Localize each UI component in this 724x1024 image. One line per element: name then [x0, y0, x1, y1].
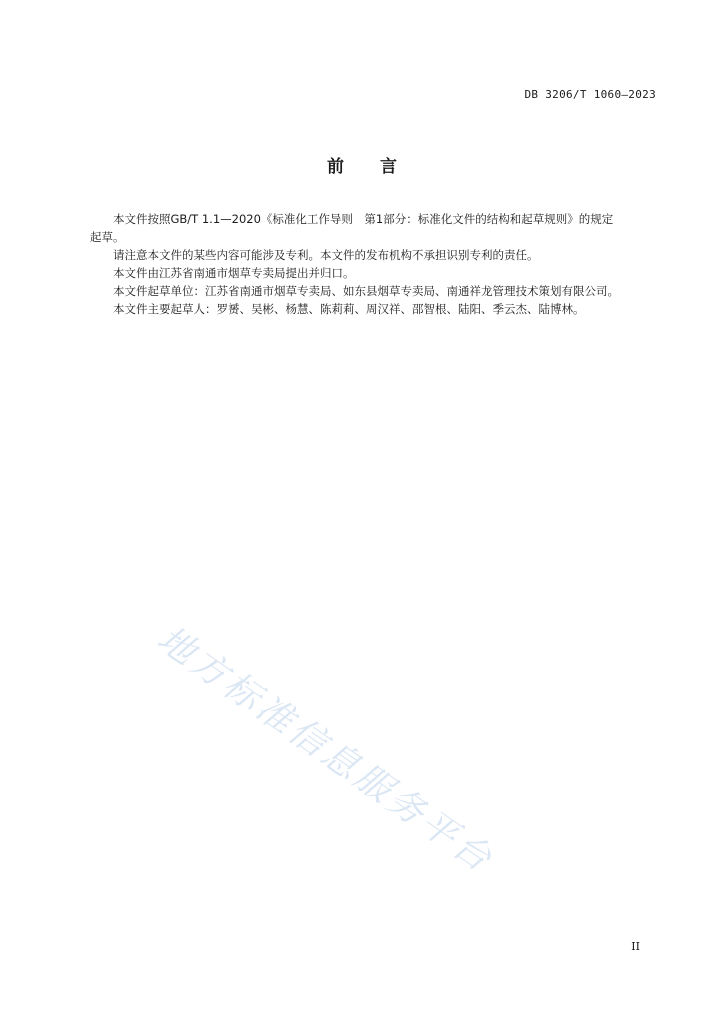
paragraph-patent-notice: 请注意本文件的某些内容可能涉及专利。本文件的发布机构不承担识别专利的责任。 [113, 248, 539, 262]
paragraph-drafters: 本文件主要起草人：罗赟、吴彬、杨慧、陈莉莉、周汉祥、邵智根、陆阳、季云杰、陆博林。 [113, 302, 585, 316]
page-number: II [631, 940, 640, 953]
paragraph-standard-basis: 本文件按照GB/T 1.1—2020《标准化工作导则 第1部分：标准化文件的结构和起草规则》的规定 [113, 212, 614, 226]
document-code: DB 3206/T 1060—2023 [524, 88, 656, 101]
paragraph-drafting-units: 本文件起草单位：江苏省南通市烟草专卖局、如东县烟草专卖局、南通祥龙管理技术策划有限公司。 [113, 284, 619, 298]
paragraph-standard-basis-cont: 起草。 [90, 230, 125, 244]
paragraph-proposer: 本文件由江苏省南通市烟草专卖局提出并归口。 [113, 266, 355, 280]
page-title: 前言 [327, 157, 433, 177]
watermark-text: 地方标准信息服务平台 [149, 618, 502, 882]
foreword-body [90, 210, 656, 318]
